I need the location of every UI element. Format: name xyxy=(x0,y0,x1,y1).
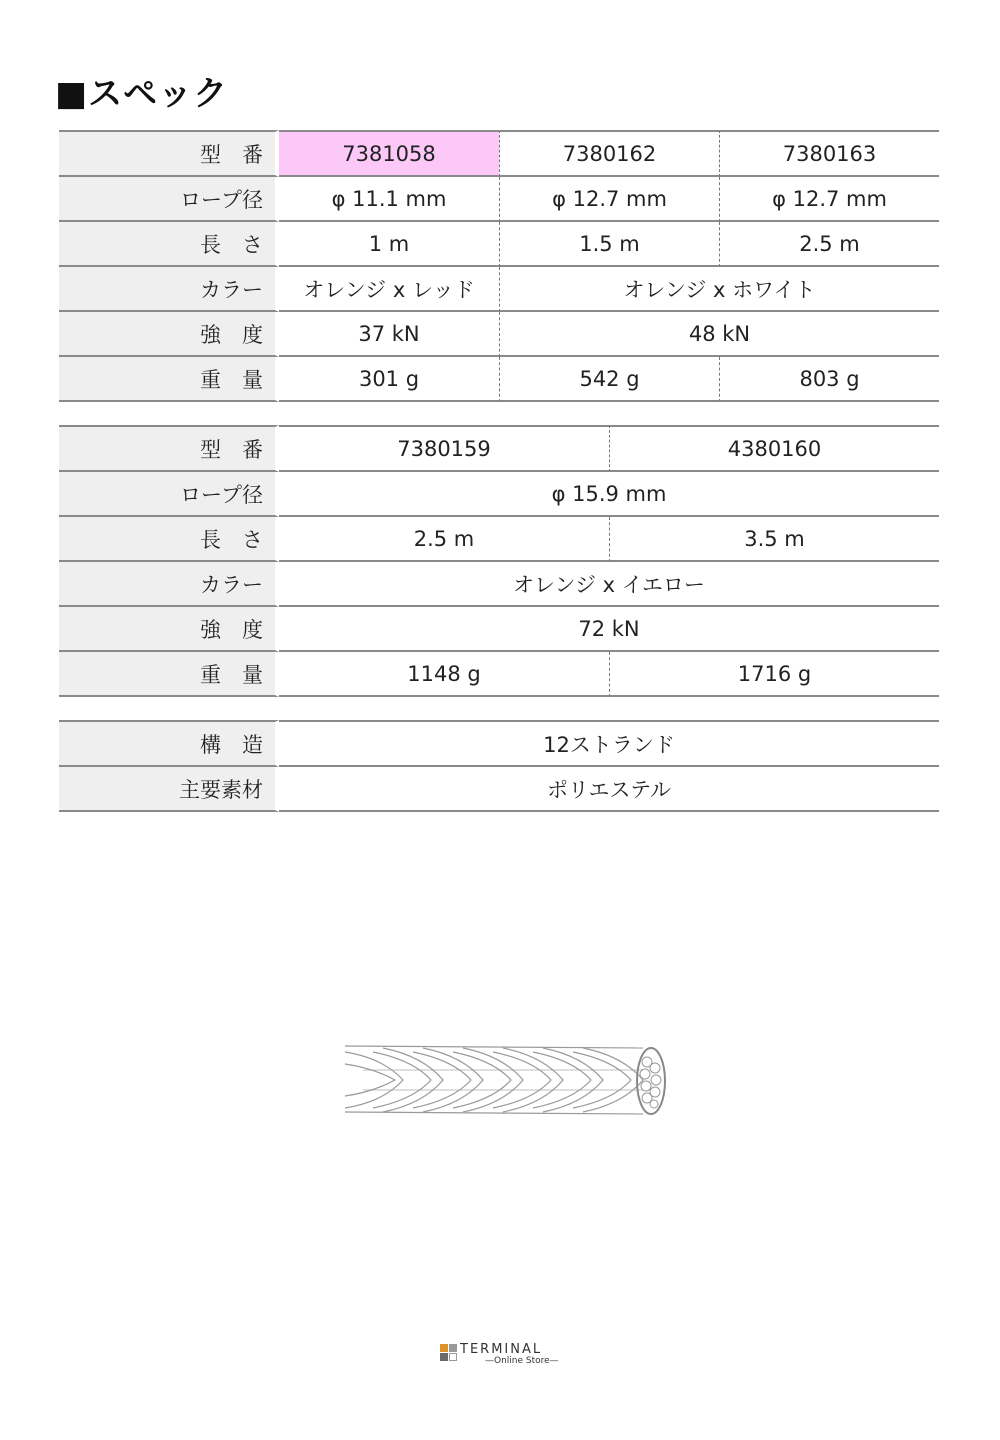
cell-value: 3.5 m xyxy=(609,517,939,562)
cell-value: 7380163 xyxy=(719,130,939,177)
table-row xyxy=(59,357,939,402)
logo-text: TERMINAL xyxy=(460,1342,543,1357)
row-label: ロープ径 xyxy=(59,177,279,222)
cell-value: 37 kN xyxy=(279,312,499,357)
cell-value: オレンジ x ホワイト xyxy=(499,267,939,312)
spec-table-2 xyxy=(59,425,939,697)
row-label: 構 造 xyxy=(59,720,279,767)
cell-value: 7381058 xyxy=(279,130,499,177)
cell-value: 2.5 m xyxy=(719,222,939,267)
cell-value: 1.5 m xyxy=(499,222,719,267)
row-label: 型 番 xyxy=(59,130,279,177)
cell-value: 48 kN xyxy=(499,312,939,357)
logo-mark-icon xyxy=(440,1353,448,1361)
logo-mark-icon xyxy=(440,1344,448,1352)
cell-value: オレンジ x レッド xyxy=(279,267,499,312)
row-label: 重 量 xyxy=(59,357,279,402)
terminal-logo xyxy=(440,1344,570,1366)
row-label: 強 度 xyxy=(59,607,279,652)
table-row xyxy=(59,607,939,652)
table-row xyxy=(59,767,939,812)
cell-value: φ 12.7 mm xyxy=(719,177,939,222)
row-label: 長 さ xyxy=(59,222,279,267)
row-label: 型 番 xyxy=(59,425,279,472)
table-row xyxy=(59,425,939,472)
cell-value: 1716 g xyxy=(609,652,939,697)
spec-table-3 xyxy=(59,720,939,812)
logo-mark-icon xyxy=(449,1344,457,1352)
cell-value: 72 kN xyxy=(279,607,939,652)
table-row xyxy=(59,130,939,177)
cell-value: φ 15.9 mm xyxy=(279,472,939,517)
table-row xyxy=(59,267,939,312)
table-row xyxy=(59,652,939,697)
cell-value: 7380159 xyxy=(279,425,609,472)
table-row xyxy=(59,720,939,767)
table-row xyxy=(59,562,939,607)
logo-mark-icon xyxy=(449,1353,457,1361)
cell-value: 4380160 xyxy=(609,425,939,472)
cell-value: ポリエステル xyxy=(279,767,939,812)
cell-value: 2.5 m xyxy=(279,517,609,562)
spec-table-1 xyxy=(59,130,939,402)
row-label: 長 さ xyxy=(59,517,279,562)
cell-value: オレンジ x イエロー xyxy=(279,562,939,607)
logo-subtext: —Online Store— xyxy=(485,1356,559,1366)
row-label: 重 量 xyxy=(59,652,279,697)
cell-value: 301 g xyxy=(279,357,499,402)
cell-value: 542 g xyxy=(499,357,719,402)
row-label: カラー xyxy=(59,562,279,607)
table-row xyxy=(59,312,939,357)
cell-value: 1148 g xyxy=(279,652,609,697)
row-label: 主要素材 xyxy=(59,767,279,812)
cell-value: φ 12.7 mm xyxy=(499,177,719,222)
page-title: ■スペック xyxy=(55,74,229,114)
cell-value: 803 g xyxy=(719,357,939,402)
table-row xyxy=(59,177,939,222)
cell-value: 1 m xyxy=(279,222,499,267)
cell-value: 7380162 xyxy=(499,130,719,177)
table-row xyxy=(59,472,939,517)
row-label: 強 度 xyxy=(59,312,279,357)
row-label: カラー xyxy=(59,267,279,312)
cell-value: 12ストランド xyxy=(279,720,939,767)
cell-value: φ 11.1 mm xyxy=(279,177,499,222)
table-row xyxy=(59,222,939,267)
row-label: ロープ径 xyxy=(59,472,279,517)
braided-rope-illustration xyxy=(343,1040,669,1120)
table-row xyxy=(59,517,939,562)
